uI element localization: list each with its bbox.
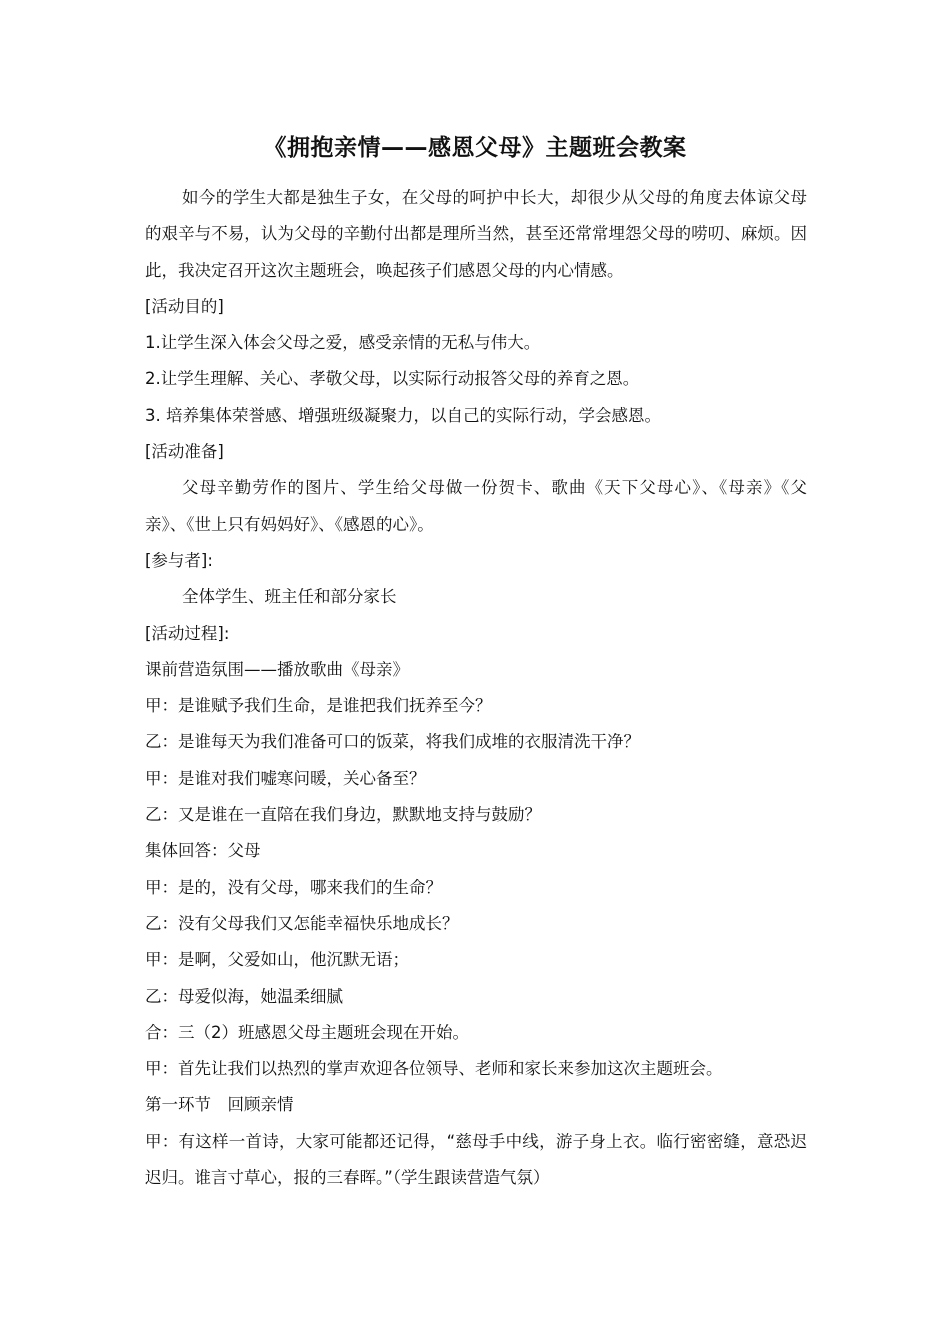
participants-heading: [参与者]:	[145, 550, 213, 570]
prep-heading: [活动准备]	[145, 442, 224, 462]
dialogue-line: 乙：又是谁在一直陪在我们身边，默默地支持与鼓励？	[145, 805, 541, 825]
goals-heading: [活动目的]	[145, 296, 224, 316]
document-body	[145, 180, 807, 1196]
dialogue-line: 集体回答：父母	[145, 841, 261, 861]
dialogue-line: 乙：没有父母我们又怎能幸福快乐地成长？	[145, 913, 459, 933]
section-heading: 第一环节 回顾亲情	[145, 1095, 294, 1115]
dialogue-line: 乙：是谁每天为我们准备可口的饭菜，将我们成堆的衣服清洗干净？	[145, 732, 640, 752]
intro-paragraph: 如今的学生大都是独生子女，在父母的呵护中长大，却很少从父母的角度去体谅父母的艰辛与不易，认为父母的辛勤付出都是理所当然，甚至还常常埋怨父母的唠叨、麻烦。因此，我决定召开这次主题班会，唤起孩子们感恩父母的内心情感。	[145, 188, 807, 280]
prep-paragraph: 父母辛勤劳作的图片、学生给父母做一份贺卡、歌曲《天下父母心》、《母亲》《父亲》、《世上只有妈妈好》、《感恩的心》。	[145, 478, 807, 534]
goal-item-3: 3. 培养集体荣誉感、增强班级凝聚力，以自己的实际行动，学会感恩。	[145, 405, 661, 425]
dialogue-line: 甲：是啊，父爱如山，他沉默无语；	[145, 950, 409, 970]
process-heading: [活动过程]:	[145, 623, 230, 643]
dialogue-line: 甲：是的，没有父母，哪来我们的生命？	[145, 877, 442, 897]
process-intro: 课前营造氛围——播放歌曲《母亲》	[145, 659, 409, 679]
dialogue-line: 甲：有这样一首诗，大家可能都还记得，“慈母手中线，游子身上衣。临行密密缝，意恐迟迟归。谁言寸草心，报的三春晖。”（学生跟读营造气氛）	[145, 1131, 807, 1188]
dialogue-line: 合：三（2）班感恩父母主题班会现在开始。	[145, 1022, 469, 1042]
document-title: 《拥抱亲情——感恩父母》主题班会教案	[263, 135, 687, 161]
participants-paragraph: 全体学生、班主任和部分家长	[182, 587, 397, 607]
dialogue-line: 甲：是谁对我们嘘寒问暖，关心备至？	[145, 768, 426, 788]
dialogue-line: 甲：是谁赋予我们生命，是谁把我们抚养至今？	[145, 696, 492, 716]
goal-item-2: 2.让学生理解、关心、孝敬父母，以实际行动报答父母的养育之恩。	[145, 369, 640, 389]
dialogue-line: 乙：母爱似海，她温柔细腻	[145, 986, 343, 1006]
dialogue-line: 甲：首先让我们以热烈的掌声欢迎各位领导、老师和家长来参加这次主题班会。	[145, 1059, 723, 1079]
goal-item-1: 1.让学生深入体会父母之爱，感受亲情的无私与伟大。	[145, 333, 541, 353]
